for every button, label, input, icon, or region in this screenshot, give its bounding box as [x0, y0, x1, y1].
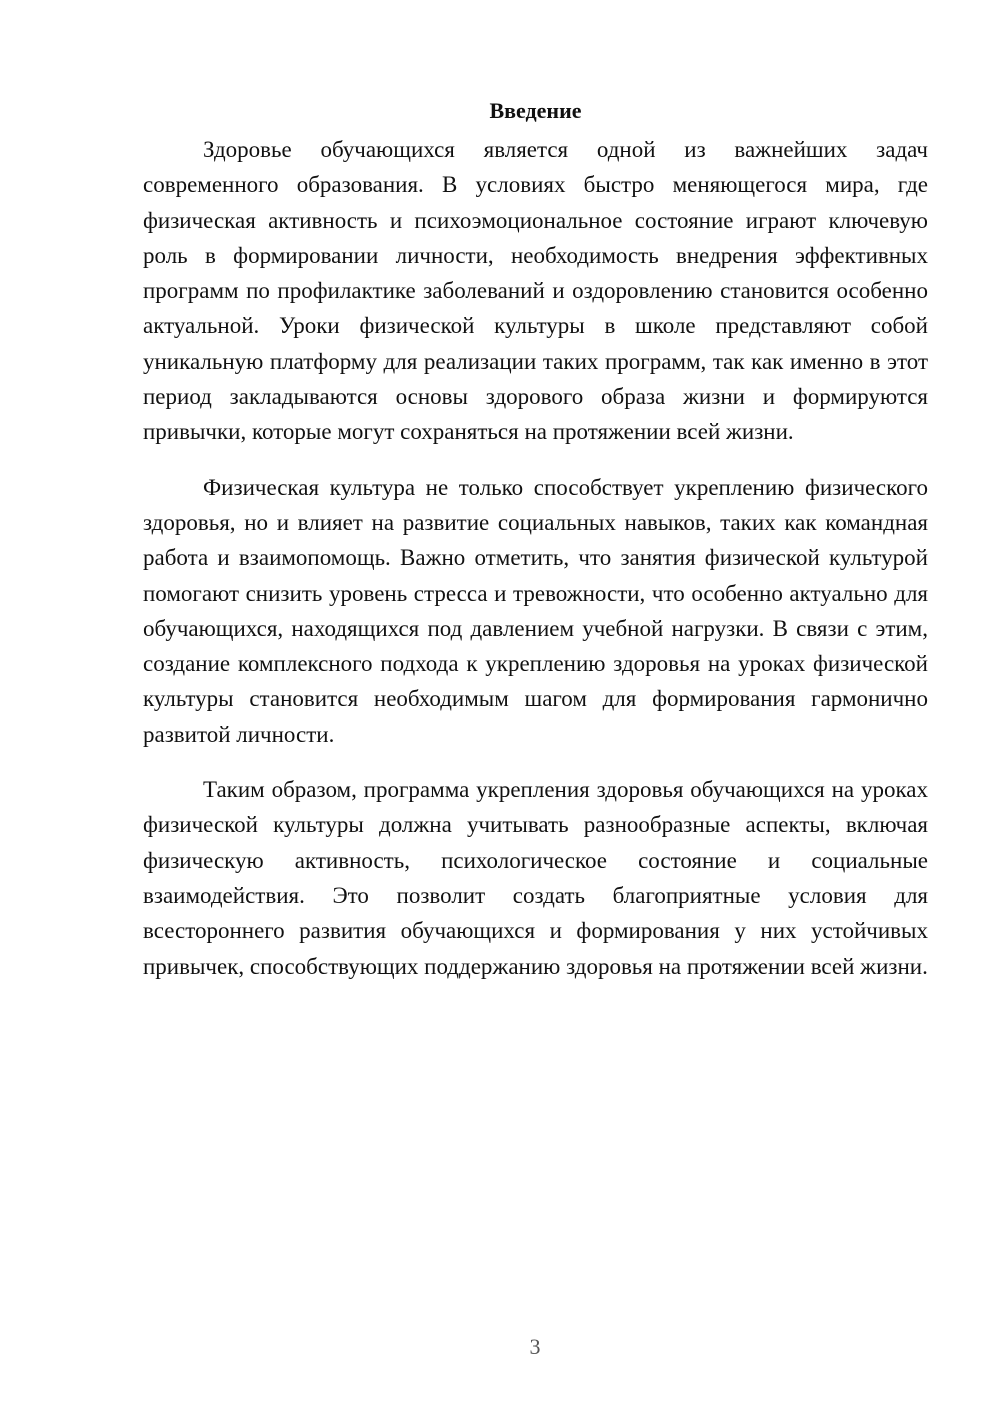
- page-number: 3: [529, 1334, 541, 1359]
- section-title: Введение: [489, 98, 582, 123]
- paragraph-2: Физическая культура не только способствует укреплению физического здоровья, но и влияет на развитие социальных навыков, таких как командная работа и взаимопомощь. Важно отметить, что занятия физической культурой помогают снизить уровень стресса и тревожности, что особенно актуально для обучающихся, находящихся под давлением учебной нагрузки. В связи с этим, создание комплексного подхода к укреплению здоровья на уроках физической культуры становится необходимым шагом для формирования гармонично развитой личности.: [143, 474, 928, 747]
- page-content: [143, 96, 928, 1004]
- paragraph-1: Здоровье обучающихся является одной из важнейших задач современного образования. В условиях быстро меняющегося мира, где физическая активность и психоэмоциональное состояние играют ключевую роль в формировании личности, необходимость внедрения эффективных программ по профилактике заболеваний и оздоровлению становится особенно актуальной. Уроки физической культуры в школе представляют собой уникальную платформу для реализации таких программ, так как именно в этот период закладываются основы здорового образа жизни и формируются привычки, которые могут сохраняться на протяжении всей жизни.: [143, 137, 928, 445]
- paragraph-3: Таким образом, программа укрепления здоровья обучающихся на уроках физической культуры должна учитывать разнообразные аспекты, включая физическую активность, психологическое состояние и социальные взаимодействия. Это позволит создать благоприятные условия для всестороннего развития обучающихся и формирования у них устойчивых привычек, способствующих поддержанию здоровья на протяжении всей жизни.: [143, 777, 928, 979]
